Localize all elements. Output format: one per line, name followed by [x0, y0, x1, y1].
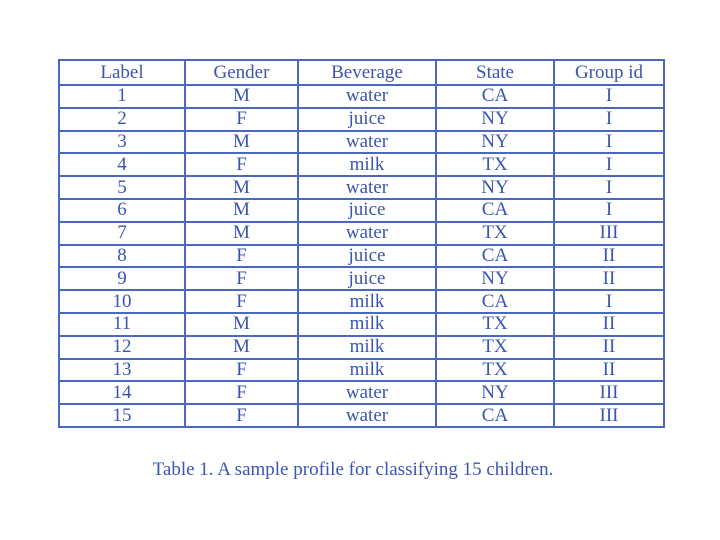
- cell-label: 9: [60, 268, 186, 291]
- table-row: [60, 132, 665, 155]
- header-group-id: Group id: [555, 61, 665, 86]
- profile-table: [58, 59, 665, 428]
- cell-label: 12: [60, 337, 186, 360]
- cell-state: NY: [437, 268, 555, 291]
- cell-group-id: I: [555, 109, 665, 132]
- cell-gender: M: [186, 337, 299, 360]
- cell-beverage: water: [299, 223, 437, 246]
- cell-label: 6: [60, 200, 186, 223]
- cell-group-id: I: [555, 154, 665, 177]
- cell-label: 14: [60, 382, 186, 405]
- cell-gender: F: [186, 268, 299, 291]
- cell-gender: F: [186, 382, 299, 405]
- cell-beverage: water: [299, 382, 437, 405]
- cell-label: 1: [60, 86, 186, 109]
- table-header-row: [60, 61, 665, 86]
- table-row: [60, 337, 665, 360]
- cell-beverage: water: [299, 405, 437, 428]
- cell-beverage: milk: [299, 314, 437, 337]
- cell-label: 7: [60, 223, 186, 246]
- cell-group-id: II: [555, 337, 665, 360]
- cell-gender: F: [186, 154, 299, 177]
- cell-state: NY: [437, 177, 555, 200]
- cell-group-id: I: [555, 86, 665, 109]
- cell-beverage: juice: [299, 109, 437, 132]
- cell-group-id: III: [555, 405, 665, 428]
- cell-state: TX: [437, 337, 555, 360]
- cell-state: CA: [437, 86, 555, 109]
- table-row: [60, 177, 665, 200]
- cell-label: 5: [60, 177, 186, 200]
- cell-group-id: I: [555, 177, 665, 200]
- cell-label: 8: [60, 246, 186, 269]
- cell-state: CA: [437, 291, 555, 314]
- cell-state: NY: [437, 132, 555, 155]
- cell-group-id: III: [555, 382, 665, 405]
- cell-gender: F: [186, 405, 299, 428]
- table-row: [60, 109, 665, 132]
- table-row: [60, 246, 665, 269]
- table-row: [60, 291, 665, 314]
- table-row: [60, 268, 665, 291]
- header-label: Label: [60, 61, 186, 86]
- cell-gender: M: [186, 177, 299, 200]
- cell-gender: M: [186, 223, 299, 246]
- cell-label: 11: [60, 314, 186, 337]
- cell-gender: M: [186, 314, 299, 337]
- cell-group-id: I: [555, 291, 665, 314]
- cell-beverage: juice: [299, 246, 437, 269]
- cell-beverage: milk: [299, 291, 437, 314]
- table-row: [60, 86, 665, 109]
- cell-group-id: II: [555, 268, 665, 291]
- cell-group-id: III: [555, 223, 665, 246]
- cell-beverage: milk: [299, 154, 437, 177]
- table-row: [60, 200, 665, 223]
- cell-gender: F: [186, 109, 299, 132]
- table-caption: Table 1. A sample profile for classifying 15 children.: [152, 459, 554, 480]
- cell-group-id: I: [555, 132, 665, 155]
- cell-beverage: juice: [299, 200, 437, 223]
- cell-state: TX: [437, 314, 555, 337]
- cell-group-id: I: [555, 200, 665, 223]
- table-row: [60, 154, 665, 177]
- table-row: [60, 360, 665, 383]
- table-body: [60, 86, 665, 428]
- cell-label: 2: [60, 109, 186, 132]
- cell-gender: M: [186, 86, 299, 109]
- table-container: [58, 59, 663, 428]
- cell-state: NY: [437, 382, 555, 405]
- cell-state: TX: [437, 154, 555, 177]
- cell-beverage: water: [299, 177, 437, 200]
- table-row: [60, 382, 665, 405]
- cell-state: TX: [437, 223, 555, 246]
- header-beverage: Beverage: [299, 61, 437, 86]
- cell-label: 10: [60, 291, 186, 314]
- cell-gender: M: [186, 200, 299, 223]
- cell-group-id: II: [555, 246, 665, 269]
- cell-beverage: juice: [299, 268, 437, 291]
- cell-group-id: II: [555, 314, 665, 337]
- cell-gender: M: [186, 132, 299, 155]
- cell-beverage: milk: [299, 337, 437, 360]
- cell-gender: F: [186, 360, 299, 383]
- cell-label: 15: [60, 405, 186, 428]
- cell-gender: F: [186, 246, 299, 269]
- cell-state: CA: [437, 246, 555, 269]
- cell-label: 4: [60, 154, 186, 177]
- cell-gender: F: [186, 291, 299, 314]
- cell-state: TX: [437, 360, 555, 383]
- cell-beverage: water: [299, 86, 437, 109]
- table-row: [60, 314, 665, 337]
- table-row: [60, 223, 665, 246]
- cell-state: CA: [437, 200, 555, 223]
- cell-state: CA: [437, 405, 555, 428]
- header-gender: Gender: [186, 61, 299, 86]
- table-row: [60, 405, 665, 428]
- cell-label: 13: [60, 360, 186, 383]
- cell-label: 3: [60, 132, 186, 155]
- cell-state: NY: [437, 109, 555, 132]
- cell-beverage: water: [299, 132, 437, 155]
- cell-beverage: milk: [299, 360, 437, 383]
- header-state: State: [437, 61, 555, 86]
- cell-group-id: II: [555, 360, 665, 383]
